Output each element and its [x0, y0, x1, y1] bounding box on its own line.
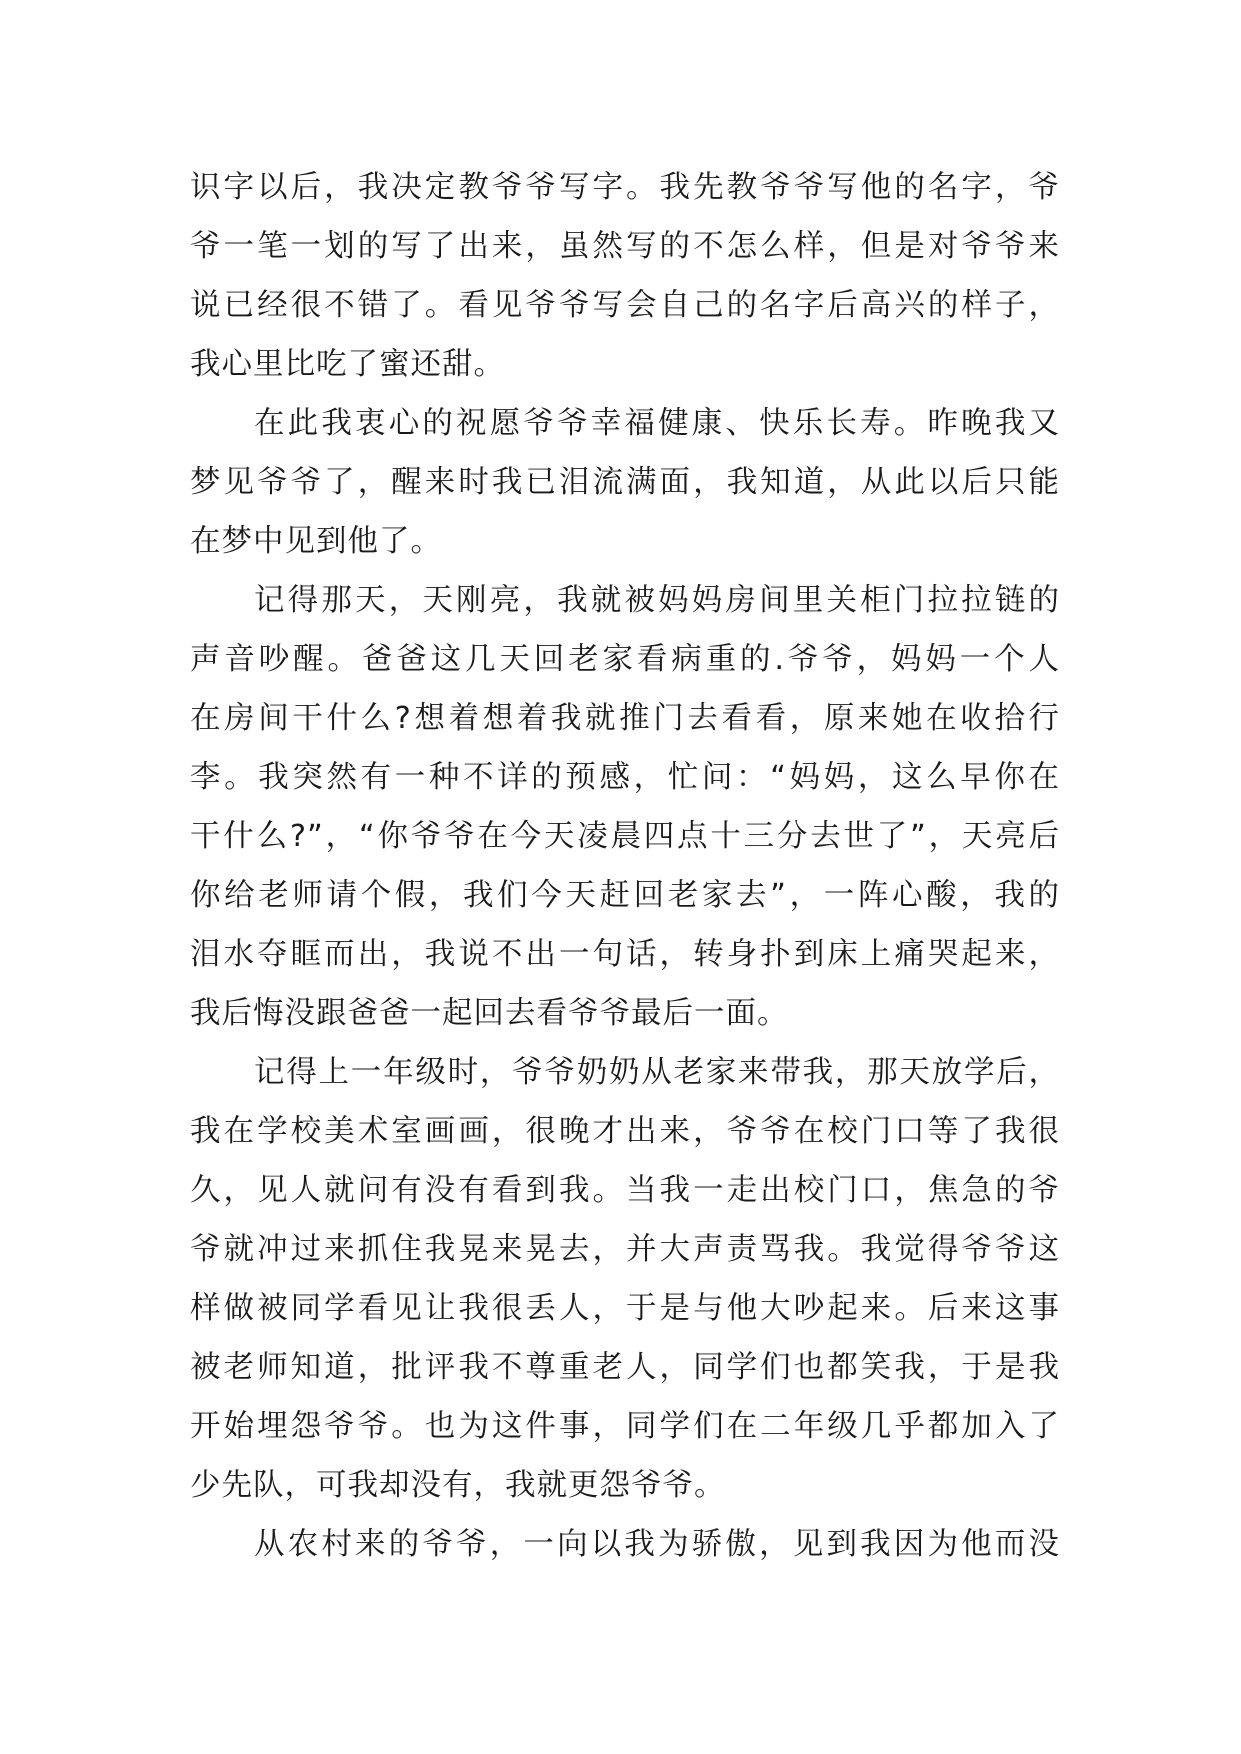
paragraph-4 — [190, 1043, 1060, 1515]
text-line: 声音吵醒。爸爸这几天回老家看病重的.爷爷，妈妈一个人 — [190, 642, 1060, 677]
text-line: 李。我突然有一种不详的预感，忙问：“妈妈，这么早你在 — [190, 760, 1060, 795]
text-line: 记得上一年级时，爷爷奶奶从老家来带我，那天放学后， — [254, 1055, 1060, 1090]
text-line: 泪水夺眶而出，我说不出一句话，转身扑到床上痛哭起来， — [190, 937, 1060, 972]
text-line: 样做被同学看见让我很丢人，于是与他大吵起来。后来这事 — [190, 1291, 1060, 1326]
text-line: 在房间干什么?想着想着我就推门去看看，原来她在收拾行 — [190, 701, 1060, 736]
text-line: 我后悔没跟爸爸一起回去看爷爷最后一面。 — [190, 996, 789, 1031]
document-page — [190, 158, 1060, 1574]
text-line: 记得那天，天刚亮，我就被妈妈房间里关柜门拉拉链的 — [254, 583, 1060, 618]
text-line: 在梦中见到他了。 — [190, 524, 442, 559]
text-line: 爷就冲过来抓住我晃来晃去，并大声责骂我。我觉得爷爷这 — [190, 1232, 1060, 1267]
text-line: 少先队，可我却没有，我就更怨爷爷。 — [190, 1468, 726, 1503]
text-line: 从农村来的爷爷，一向以我为骄傲，见到我因为他而没 — [254, 1527, 1060, 1562]
text-line: 被老师知道，批评我不尊重老人，同学们也都笑我，于是我 — [190, 1350, 1060, 1385]
paragraph-5 — [190, 1515, 1060, 1574]
text-line: 开始埋怨爷爷。也为这件事，同学们在二年级几乎都加入了 — [190, 1409, 1060, 1444]
text-line: 梦见爷爷了，醒来时我已泪流满面，我知道，从此以后只能 — [190, 465, 1060, 500]
text-line: 干什么?”，“你爷爷在今天凌晨四点十三分去世了”，天亮后 — [190, 819, 1060, 854]
text-line: 我心里比吃了蜜还甜。 — [190, 347, 505, 382]
text-line: 久，见人就问有没有看到我。当我一走出校门口，焦急的爷 — [190, 1173, 1060, 1208]
text-line: 我在学校美术室画画，很晚才出来，爷爷在校门口等了我很 — [190, 1114, 1060, 1149]
text-line: 说已经很不错了。看见爷爷写会自己的名字后高兴的样子， — [190, 288, 1060, 323]
text-line: 在此我衷心的祝愿爷爷幸福健康、快乐长寿。昨晚我又 — [254, 406, 1060, 441]
text-line: 识字以后，我决定教爷爷写字。我先教爷爷写他的名字，爷 — [190, 170, 1060, 205]
paragraph-2 — [190, 394, 1060, 571]
text-line: 爷一笔一划的写了出来，虽然写的不怎么样，但是对爷爷来 — [190, 229, 1060, 264]
text-line: 你给老师请个假，我们今天赶回老家去”，一阵心酸，我的 — [190, 878, 1060, 913]
paragraph-1 — [190, 158, 1060, 394]
paragraph-3 — [190, 571, 1060, 1043]
